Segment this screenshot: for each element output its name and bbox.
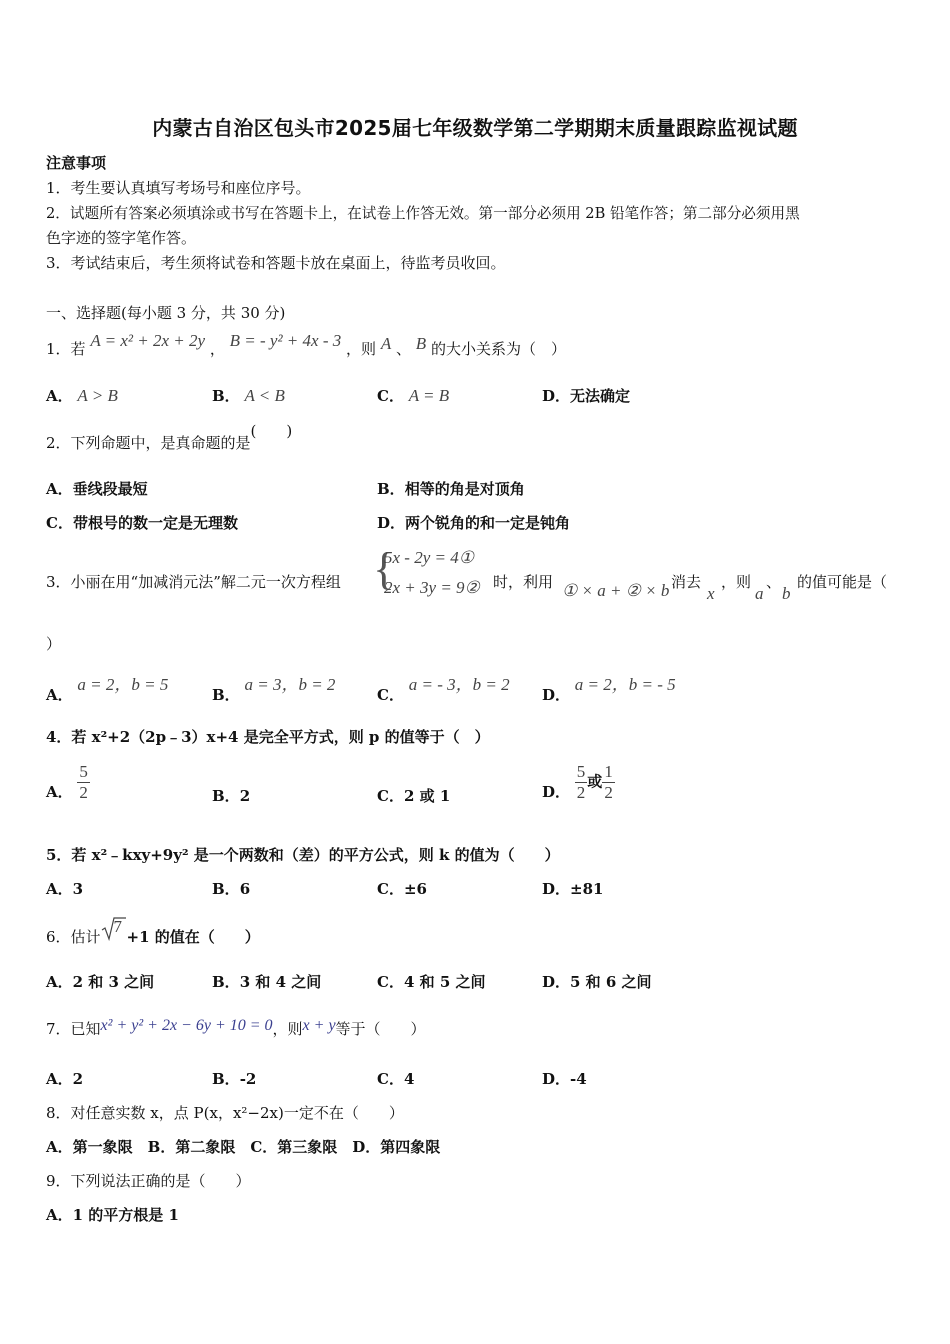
- q7-tail: 等于（ ）: [335, 1020, 426, 1038]
- q2-option-b[interactable]: [377, 478, 525, 499]
- q2-paren: ( ): [250, 422, 293, 440]
- option-label: B．: [212, 787, 240, 805]
- q2-option-c[interactable]: [46, 512, 238, 533]
- q3-option-b[interactable]: [212, 670, 336, 704]
- q3-option-c[interactable]: [377, 670, 510, 704]
- q4-option-c[interactable]: [377, 785, 450, 806]
- option-text: 6: [239, 880, 251, 898]
- option-text: a = 2，b = 5: [77, 675, 169, 694]
- option-label: D．: [542, 973, 571, 991]
- q3-dun: 、: [766, 573, 782, 591]
- q9-option-a[interactable]: A．1 的平方根是 1: [46, 1206, 179, 1224]
- sqrt: [101, 915, 127, 941]
- option-text: a = 2，b = - 5: [574, 675, 676, 694]
- option-text: 5 和 6 之间: [570, 973, 652, 991]
- denominator: 2: [604, 783, 613, 802]
- notice-heading: 注意事项: [46, 154, 107, 172]
- q1-number: 1．若: [46, 340, 86, 358]
- q4-option-a[interactable]: [46, 762, 90, 803]
- option-label: D．: [542, 782, 571, 801]
- q7-expr: x + y: [302, 1017, 336, 1034]
- q7-option-d[interactable]: [542, 1068, 587, 1089]
- q1-option-c[interactable]: [377, 385, 449, 406]
- notice-item-2-line-2: 色字迹的签字笔作答。: [46, 229, 197, 247]
- option-label: C．: [46, 514, 73, 532]
- denominator: 2: [79, 783, 88, 802]
- q8-stem: 8．对任意实数 x，点 P(x，x²−2x)一定不在（ ）: [46, 1104, 404, 1122]
- or-text: 或: [587, 772, 603, 791]
- option-label: D．: [542, 387, 571, 405]
- question-1: [46, 331, 566, 359]
- fraction: [575, 762, 588, 803]
- option-label: A．: [46, 387, 73, 405]
- option-label: A．: [46, 1070, 73, 1088]
- q3-mid: 时，利用: [493, 573, 554, 591]
- option-label: A．: [46, 973, 73, 991]
- q4-option-d[interactable]: [542, 762, 615, 803]
- option-text: 带根号的数一定是无理数: [72, 514, 238, 532]
- q6-number: 6．估计: [46, 928, 101, 946]
- option-text: -2: [239, 1070, 257, 1088]
- option-label: B．: [377, 480, 405, 498]
- q4-option-b[interactable]: [212, 785, 250, 806]
- option-label: A．: [46, 880, 73, 898]
- q3-tail: 的值可能是（: [797, 573, 888, 591]
- notice-item-2-line-1: 2．试题所有答案必须填涂或书写在答题卡上，在试卷上作答无效。第一部分必须用 2B 铅笔作答；第二部分必须用黑: [46, 205, 800, 222]
- option-label: C．: [377, 686, 404, 704]
- q3-close-paren: ）: [46, 635, 62, 653]
- question-2: [46, 422, 293, 453]
- option-label: C．: [377, 973, 404, 991]
- option-label: B．: [212, 973, 240, 991]
- q1-option-a[interactable]: [46, 385, 118, 406]
- q1-mid: ，则: [346, 340, 377, 358]
- question-6: [46, 917, 260, 951]
- option-label: D．: [377, 514, 406, 532]
- q4-stem: 4．若 x²+2（2p﹣3）x+4 是完全平方式，则 p 的值等于（ ）: [46, 728, 490, 746]
- q6-option-d[interactable]: [542, 971, 652, 992]
- q1-dun: 、: [395, 340, 411, 358]
- q9-stem: 9．下列说法正确的是（ ）: [46, 1172, 251, 1190]
- q1-var-a: A: [380, 334, 392, 353]
- option-text: 3 和 4 之间: [239, 973, 322, 991]
- q1-expr-a: A = x² + 2x + 2y: [90, 331, 206, 350]
- equation-brace-icon: {: [373, 543, 396, 594]
- option-label: B．: [212, 880, 240, 898]
- q5-option-d[interactable]: [542, 878, 603, 899]
- q3-var-a: a: [755, 584, 764, 603]
- q3-equation-2: 2x + 3y = 9②: [384, 578, 480, 597]
- q7-option-a[interactable]: [46, 1068, 83, 1089]
- q5-option-c[interactable]: [377, 878, 427, 899]
- fraction: [602, 762, 615, 803]
- option-label: C．: [377, 880, 404, 898]
- option-text: 2 或 1: [403, 787, 451, 805]
- q3-option-a[interactable]: [46, 670, 169, 704]
- q6-option-a[interactable]: [46, 971, 154, 992]
- question-7: [46, 1018, 426, 1039]
- option-label: C．: [377, 1070, 404, 1088]
- q1-tail: 的大小关系为（ ）: [430, 340, 566, 358]
- q5-stem: 5．若 x²﹣kxy+9y² 是一个两数和（差）的平方公式，则 k 的值为（ ）: [46, 846, 560, 864]
- q6-tail: +1 的值在（ ）: [126, 928, 260, 946]
- option-text: ±6: [403, 880, 427, 898]
- q7-mid: ，则: [272, 1020, 303, 1038]
- q7-number: 7．已知: [46, 1020, 101, 1038]
- option-label: A．: [46, 782, 73, 801]
- option-label: D．: [542, 880, 571, 898]
- q3-mid3: ，则: [721, 573, 752, 591]
- q7-equation: x² + y² + 2x − 6y + 10 = 0: [100, 1017, 273, 1034]
- option-label: D．: [542, 686, 571, 704]
- q2-option-a[interactable]: [46, 478, 148, 499]
- q3-var-b: b: [782, 584, 791, 603]
- option-label: A．: [46, 686, 73, 704]
- q6-option-b[interactable]: [212, 971, 321, 992]
- option-text: -4: [570, 1070, 587, 1088]
- option-text: 无法确定: [570, 387, 631, 405]
- option-label: A．: [46, 480, 73, 498]
- q7-option-c[interactable]: [377, 1068, 414, 1089]
- option-text: 2: [72, 1070, 84, 1088]
- q1-var-b: B: [415, 334, 427, 353]
- notice-item-1: 1．考生要认真填写考场号和座位序号。: [46, 179, 311, 197]
- q2-option-d[interactable]: [377, 512, 570, 533]
- q8-options[interactable]: A．第一象限 B．第二象限 C．第三象限 D．第四象限: [46, 1138, 441, 1156]
- q3-var-x: x: [707, 584, 715, 603]
- radicand: 7: [113, 917, 123, 936]
- q5-option-a[interactable]: [46, 878, 83, 899]
- option-text: a = - 3，b = 2: [408, 675, 510, 694]
- option-text: A < B: [244, 386, 285, 405]
- exam-title: 内蒙古自治区包头市2025届七年级数学第二学期期末质量跟踪监视试题: [152, 116, 798, 140]
- q1-sep: ，: [209, 340, 225, 358]
- q1-option-d[interactable]: [542, 385, 630, 406]
- q6-option-c[interactable]: [377, 971, 486, 992]
- q2-stem: 2．下列命题中，是真命题的是: [46, 434, 251, 452]
- q3-option-d[interactable]: [542, 670, 676, 704]
- option-text: a = 3，b = 2: [244, 675, 336, 694]
- option-label: B．: [212, 387, 240, 405]
- option-label: C．: [377, 787, 404, 805]
- q3-mid2: 消去: [671, 573, 702, 591]
- q3-expr: ① × a + ② × b: [562, 581, 670, 600]
- option-text: 相等的角是对顶角: [404, 480, 525, 498]
- option-text: 4 和 5 之间: [403, 973, 486, 991]
- option-text: ±81: [570, 880, 604, 898]
- option-text: 3: [72, 880, 84, 898]
- option-label: B．: [212, 686, 240, 704]
- fraction: [77, 762, 90, 803]
- notice-item-3: 3．考试结束后，考生须将试卷和答题卡放在桌面上，待监考员收回。: [46, 254, 506, 272]
- q3-equation-1: 5x - 2y = 4①: [384, 548, 474, 567]
- numerator: 5: [79, 762, 88, 781]
- option-label: B．: [212, 1070, 240, 1088]
- option-text: A > B: [77, 386, 118, 405]
- q3-stem: 3．小丽在用“加减消元法”解二元一次方程组: [46, 573, 341, 591]
- option-label: C．: [377, 387, 404, 405]
- option-text: 垂线段最短: [72, 480, 148, 498]
- q7-option-b[interactable]: [212, 1068, 256, 1089]
- q1-expr-b: B = - y² + 4x - 3: [229, 331, 342, 350]
- q5-option-b[interactable]: [212, 878, 250, 899]
- section-heading: 一、选择题(每小题 3 分，共 30 分): [46, 304, 286, 322]
- numerator: 5: [576, 762, 586, 781]
- q1-option-b[interactable]: [212, 385, 285, 406]
- option-text: 2: [239, 787, 251, 805]
- option-text: 2 和 3 之间: [72, 973, 155, 991]
- option-label: D．: [542, 1070, 571, 1088]
- option-text: A = B: [408, 386, 450, 405]
- option-text: 4: [403, 1070, 415, 1088]
- denominator: 2: [576, 783, 586, 802]
- option-text: 两个锐角的和一定是钝角: [405, 514, 571, 532]
- numerator: 1: [604, 762, 613, 781]
